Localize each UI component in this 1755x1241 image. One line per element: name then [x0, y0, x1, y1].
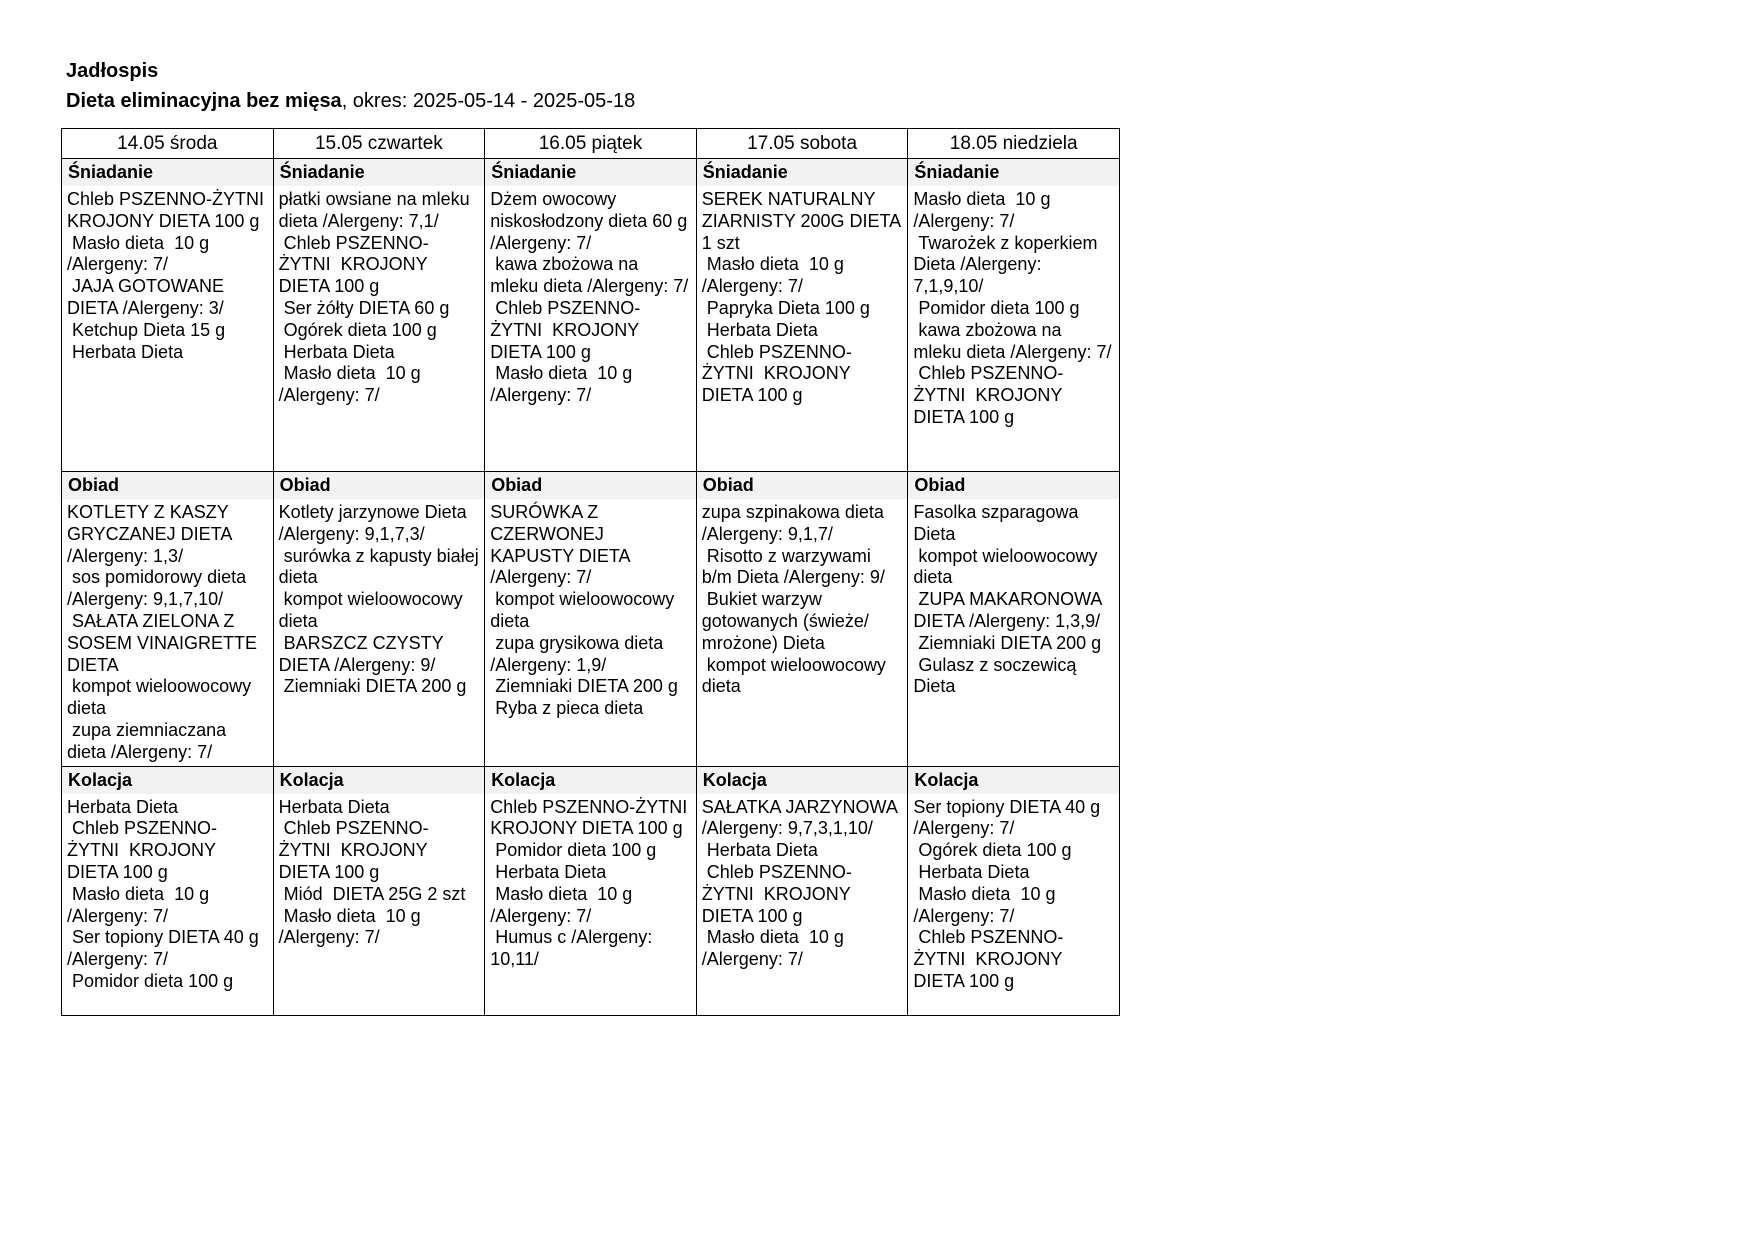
meal-item: Ziemniaki DIETA 200 g: [490, 676, 678, 697]
meal-item: Pomidor dieta 100 g: [67, 970, 234, 991]
meal-item: Herbata Dieta: [67, 341, 184, 362]
meal-cell: [485, 766, 697, 1015]
meal-items-list: [67, 794, 268, 995]
meal-label: Obiad: [274, 472, 485, 499]
meal-item: Ziemniaki DIETA 200 g: [278, 676, 467, 697]
meal-item: Chleb PSZENNO-ŻYTNI KROJONY DIETA 100 g: [913, 927, 1068, 991]
meal-item: płatki owsiane na mleku dieta /Alergeny: 7,1/: [278, 189, 475, 231]
meal-label: Śniadanie: [274, 159, 485, 186]
meal-item: kawa zbożowa na mleku dieta /Alergeny: 7/: [913, 319, 1112, 362]
meal-label: Kolacja: [274, 767, 485, 794]
meal-item: Chleb PSZENNO-ŻYTNI KROJONY DIETA 100 g: [67, 818, 221, 882]
meal-item: SEREK NATURALNY ZIARNISTY 200G DIETA 1 szt: [701, 189, 906, 253]
meal-item: Herbata Dieta: [278, 796, 390, 817]
meal-items-list: [278, 499, 484, 700]
meal-cell: [696, 766, 908, 1015]
day-header: 17.05 sobota: [696, 129, 908, 159]
meal-label: Śniadanie: [908, 159, 1119, 186]
meal-label: Kolacja: [62, 767, 273, 794]
day-header: 18.05 niedziela: [908, 129, 1120, 159]
meal-item: Chleb PSZENNO-ŻYTNI KROJONY DIETA 100 g: [701, 861, 856, 926]
meal-item: Ryba z pieca dieta: [490, 698, 644, 719]
meal-item: kompot wieloowocowy dieta: [913, 545, 1103, 588]
meal-item: Masło dieta 10 g /Alergeny: 7/: [490, 363, 638, 406]
meal-item: Ser żółty DIETA 60 g: [278, 297, 450, 318]
meal-cell: [62, 159, 274, 472]
meal-item: Ser topiony DIETA 40 g /Alergeny: 7/: [67, 927, 264, 970]
meal-item: Masło dieta 10 g /Alergeny: 7/: [67, 883, 215, 926]
meal-item: KOTLETY Z KASZY GRYCZANEJ DIETA /Alergeny: 1,3/: [67, 502, 237, 566]
meal-item: SAŁATA ZIELONA Z SOSEM VINAIGRETTE DIETA: [67, 610, 263, 675]
meal-cell: [908, 472, 1120, 767]
day-header: 16.05 piątek: [485, 129, 697, 159]
meal-item: Fasolka szparagowa Dieta: [913, 502, 1084, 544]
diet-name: Dieta eliminacyjna bez mięsa: [66, 90, 342, 112]
meal-items-list: [490, 186, 691, 409]
day-header-row: [62, 129, 1120, 159]
meal-cell: [273, 159, 485, 472]
meal-item: Ser topiony DIETA 40 g /Alergeny: 7/: [913, 796, 1106, 839]
meal-item: SURÓWKA Z CZERWONEJ KAPUSTY DIETA /Alergeny: 7/: [490, 502, 635, 588]
meal-item: Dżem owocowy niskosłodzony dieta 60 g /Alergeny: 7/: [490, 189, 693, 253]
meal-item: kompot wieloowocowy dieta: [490, 589, 680, 631]
meal-label: Obiad: [697, 472, 908, 499]
meal-item: Chleb PSZENNO-ŻYTNI KROJONY DIETA 100 g: [490, 796, 698, 839]
meal-items-list: [701, 186, 906, 409]
meal-label: Obiad: [485, 472, 696, 499]
meal-item: kompot wieloowocowy dieta: [701, 654, 891, 697]
meal-item: zupa grysikowa dieta /Alergeny: 1,9/: [490, 632, 669, 675]
meal-items-list: [490, 499, 691, 722]
meal-item: sos pomidorowy dieta /Alergeny: 9,1,7,10/: [67, 567, 252, 610]
meal-item: kawa zbożowa na mleku dieta /Alergeny: 7/: [490, 254, 689, 297]
meal-cell: [696, 472, 908, 767]
meal-label: Kolacja: [697, 767, 908, 794]
meal-cell: [62, 766, 274, 1015]
meal-label: Śniadanie: [485, 159, 696, 186]
meal-item: Chleb PSZENNO-ŻYTNI KROJONY DIETA 100 g: [278, 232, 433, 297]
day-header: 15.05 czwartek: [273, 129, 485, 159]
meal-item: Chleb PSZENNO-ŻYTNI KROJONY DIETA 100 g: [701, 341, 856, 406]
meal-items-list: [279, 186, 480, 409]
meal-item: Masło dieta 10 g /Alergeny: 7/: [278, 363, 426, 406]
meal-items-list: [702, 499, 903, 700]
meal-items-list: [702, 794, 903, 973]
meal-item: Miód DIETA 25G 2 szt: [278, 883, 466, 904]
meal-item: Masło dieta 10 g /Alergeny: 7/: [278, 905, 426, 948]
meal-item: Risotto z warzywami b/m Dieta /Alergeny: 9/: [701, 545, 885, 588]
meal-item: Pomidor dieta 100 g: [490, 840, 657, 861]
diet-period-subtitle: [66, 89, 635, 113]
meal-item: Papryka Dieta 100 g: [701, 297, 870, 318]
meal-item: Herbata Dieta: [701, 319, 818, 340]
meal-item: Ketchup Dieta 15 g: [67, 319, 226, 340]
meal-item: Herbata Dieta: [67, 796, 179, 817]
meal-item: SAŁATKA JARZYNOWA /Alergeny: 9,7,3,1,10/: [701, 796, 902, 839]
meal-item: Herbata Dieta: [701, 840, 818, 861]
meal-items-list: [913, 794, 1114, 995]
meal-item: ZUPA MAKARONOWA DIETA /Alergeny: 1,3,9/: [913, 589, 1107, 631]
meal-items-list: [490, 794, 698, 973]
meal-item: BARSZCZ CZYSTY DIETA /Alergeny: 9/: [278, 632, 449, 675]
meal-cell: [485, 159, 697, 472]
meal-item: Herbata Dieta: [490, 861, 607, 882]
meal-items-list: [67, 499, 268, 766]
meal-cell: [273, 766, 485, 1015]
meal-label: Obiad: [908, 472, 1119, 499]
meal-item: Ogórek dieta 100 g: [913, 840, 1072, 861]
meal-item: Kotlety jarzynowe Dieta /Alergeny: 9,1,7,3/: [278, 502, 472, 544]
day-header: 14.05 środa: [62, 129, 274, 159]
meal-item: Gulasz z soczewicą Dieta: [913, 654, 1082, 697]
meal-item: Chleb PSZENNO-ŻYTNI KROJONY DIETA 100 g: [490, 297, 644, 362]
meal-label: Kolacja: [485, 767, 696, 794]
meal-items-list: [67, 186, 275, 365]
meal-item: zupa ziemniaczana dieta /Alergeny: 7/: [67, 719, 232, 762]
meal-item: kompot wieloowocowy dieta: [278, 589, 468, 631]
meal-row-dinner: [62, 766, 1120, 1015]
meal-row-breakfast: [62, 159, 1120, 472]
meal-item: Chleb PSZENNO-ŻYTNI KROJONY DIETA 100 g: [67, 189, 275, 231]
meal-cell: [696, 159, 908, 472]
meal-item: Humus c /Alergeny: 10,11/: [490, 927, 658, 970]
meal-items-list: [913, 186, 1114, 431]
meal-item: JAJA GOTOWANE DIETA /Alergeny: 3/: [67, 276, 230, 318]
meal-label: Kolacja: [908, 767, 1119, 794]
meal-item: Herbata Dieta: [913, 861, 1030, 882]
meal-items-list: [279, 794, 480, 952]
meal-item: Masło dieta 10 g /Alergeny: 7/: [67, 232, 215, 275]
meal-item: Masło dieta 10 g /Alergeny: 7/: [701, 254, 849, 297]
meal-item: Twarożek z koperkiem Dieta /Alergeny: 7,1,9,10/: [913, 232, 1103, 297]
meal-item: Chleb PSZENNO-ŻYTNI KROJONY DIETA 100 g: [278, 818, 433, 882]
meal-item: Ziemniaki DIETA 200 g: [913, 632, 1102, 653]
meal-item: Pomidor dieta 100 g: [913, 297, 1080, 318]
meal-cell: [273, 472, 485, 767]
meal-item: surówka z kapusty białej dieta: [278, 545, 484, 588]
meal-label: Śniadanie: [62, 159, 273, 186]
meal-item: Herbata Dieta: [278, 341, 395, 362]
meal-cell: [62, 472, 274, 767]
meal-row-lunch: [62, 472, 1120, 767]
meal-label: Obiad: [62, 472, 273, 499]
meal-item: Masło dieta 10 g /Alergeny: 7/: [913, 189, 1056, 231]
meal-cell: [908, 766, 1120, 1015]
meal-item: Masło dieta 10 g /Alergeny: 7/: [913, 883, 1061, 926]
meal-item: zupa szpinakowa dieta /Alergeny: 9,1,7/: [701, 502, 889, 544]
meal-cell: [485, 472, 697, 767]
meal-item: Chleb PSZENNO-ŻYTNI KROJONY DIETA 100 g: [913, 363, 1068, 427]
meal-item: Masło dieta 10 g /Alergeny: 7/: [701, 927, 849, 970]
period-label: , okres: 2025-05-14 - 2025-05-18: [341, 90, 636, 112]
meal-label: Śniadanie: [697, 159, 908, 186]
menu-table: [61, 128, 1120, 1016]
page-title: Jadłospis: [66, 60, 159, 82]
meal-item: Ogórek dieta 100 g: [278, 319, 437, 340]
meal-cell: [908, 159, 1120, 472]
meal-item: Bukiet warzyw gotowanych (świeże/ mrożone) Dieta: [701, 589, 874, 653]
meal-items-list: [913, 499, 1114, 700]
meal-item: Masło dieta 10 g /Alergeny: 7/: [490, 883, 638, 926]
meal-item: kompot wieloowocowy dieta: [67, 676, 257, 719]
